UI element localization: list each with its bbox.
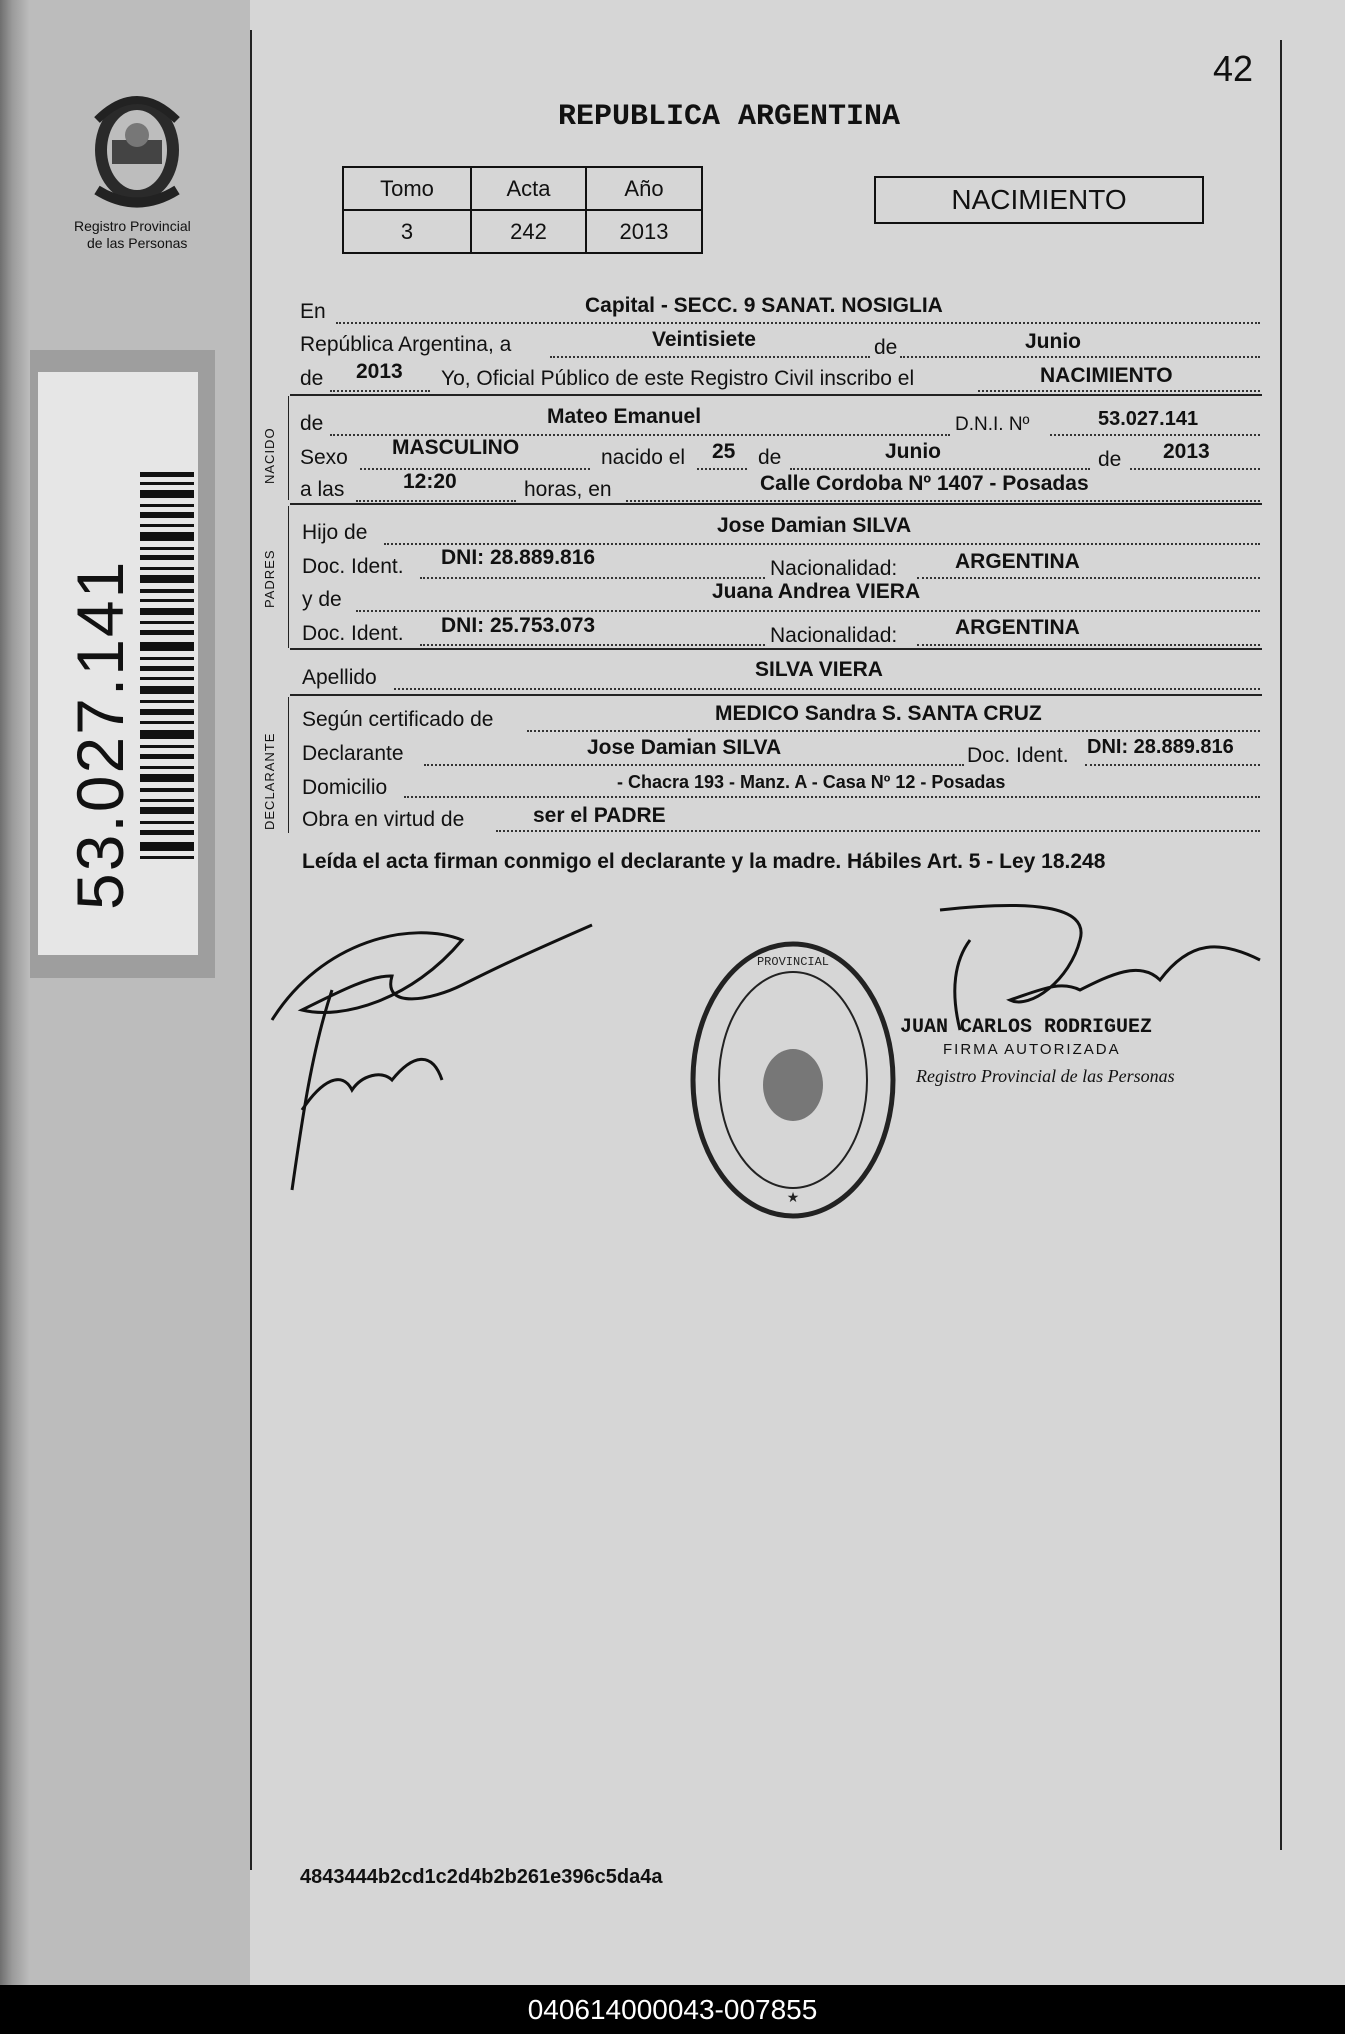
value-dni: 53.027.141	[1098, 408, 1199, 430]
registry-name-line2: de las Personas	[87, 235, 188, 251]
section-label-declarante: DECLARANTE	[262, 732, 277, 830]
label-republica: República Argentina, a	[300, 333, 512, 356]
registry-seal-stamp	[688, 940, 898, 1220]
label-obra: Obra en virtud de	[302, 808, 465, 831]
value-nombre: Mateo Emanuel	[547, 405, 702, 428]
dotted-line	[356, 610, 1260, 612]
value-padre-nac: ARGENTINA	[955, 550, 1080, 573]
document-hash: 4843444b2cd1c2d4b2b261e396c5da4a	[300, 1866, 663, 1888]
dotted-line	[917, 644, 1260, 646]
value-dia-letras: Veintisiete	[652, 328, 756, 351]
label-hijo-de: Hijo de	[302, 521, 368, 544]
label-doc-ident-padre: Doc. Ident.	[302, 555, 404, 578]
label-declarante: Declarante	[302, 742, 404, 765]
label-a-las: a las	[300, 478, 345, 501]
section-divider	[290, 503, 1262, 505]
value-tomo: 3	[343, 210, 471, 253]
section-bracket	[288, 396, 289, 500]
dotted-line	[978, 390, 1260, 392]
value-madre: Juana Andrea VIERA	[712, 580, 921, 603]
document-type-box: NACIMIENTO	[874, 176, 1204, 224]
value-declarante: Jose Damian SILVA	[587, 736, 782, 759]
label-dni: D.N.I. Nº	[955, 414, 1030, 435]
value-anio: 2013	[356, 360, 403, 383]
value-dia: 25	[712, 440, 736, 463]
header-tomo: Tomo	[343, 167, 471, 210]
dotted-line	[790, 468, 1090, 470]
dotted-line	[900, 356, 1260, 358]
label-de-mes: de	[758, 446, 782, 469]
label-en: En	[300, 300, 326, 323]
dotted-line	[404, 796, 1260, 798]
svg-text:PROVINCIAL: PROVINCIAL	[756, 955, 830, 969]
page-right-border	[1280, 40, 1282, 1850]
barcode-icon	[140, 472, 194, 860]
sticker-dni: 53.027.141	[63, 559, 137, 910]
document-title: REPUBLICA ARGENTINA	[558, 100, 901, 134]
official-name: JUAN CARLOS RODRIGUEZ	[900, 1016, 1153, 1039]
value-lugar-nac: Calle Cordoba Nº 1407 - Posadas	[760, 472, 1089, 495]
closing-statement: Leída el acta firman conmigo el declarante y la madre. Hábiles Art. 5 - Ley 18.248	[302, 850, 1106, 873]
value-apellido: SILVA VIERA	[755, 658, 883, 681]
section-label-padres: PADRES	[262, 549, 277, 608]
misiones-coat-of-arms-logo	[82, 80, 192, 215]
value-acta: 242	[471, 210, 586, 253]
value-padre-dni: DNI: 28.889.816	[441, 546, 596, 569]
dotted-line	[420, 644, 765, 646]
value-mes-nac: Junio	[885, 440, 941, 463]
book-binding	[0, 0, 30, 1985]
label-sexo: Sexo	[300, 446, 348, 469]
value-tipo: NACIMIENTO	[1040, 364, 1173, 387]
header-anio: Año	[586, 167, 702, 210]
dotted-line	[527, 730, 1260, 732]
section-divider	[290, 394, 1262, 396]
label-nacido-el: nacido el	[601, 446, 686, 469]
dotted-line	[336, 322, 1260, 324]
official-title: FIRMA AUTORIZADA	[943, 1041, 1121, 1058]
value-certificado: MEDICO Sandra S. SANTA CRUZ	[715, 702, 1042, 725]
label-de2: de	[300, 367, 324, 390]
value-anio-nac: 2013	[1163, 440, 1210, 463]
dotted-line	[626, 500, 1260, 502]
dotted-line	[697, 468, 747, 470]
acta-reference-table	[342, 166, 703, 254]
dotted-line	[1050, 434, 1260, 436]
value-domicilio: - Chacra 193 - Manz. A - Casa Nº 12 - Posadas	[617, 772, 1006, 792]
label-de-nombre: de	[300, 412, 324, 435]
value-hora: 12:20	[403, 470, 457, 493]
label-segun: Según certificado de	[302, 708, 494, 731]
section-divider	[290, 648, 1262, 650]
label-doc-ident-madre: Doc. Ident.	[302, 622, 404, 645]
dotted-line	[424, 764, 964, 766]
label-oficial: Yo, Oficial Público de este Registro Civil inscribo el	[441, 367, 915, 390]
page-left-border	[250, 30, 252, 1870]
section-label-nacido: NACIDO	[262, 427, 277, 484]
label-horas-en: horas, en	[524, 478, 612, 501]
page-number: 42	[1213, 48, 1254, 89]
svg-text:★: ★	[786, 1189, 800, 1205]
value-madre-dni: DNI: 25.753.073	[441, 614, 596, 637]
official-office: Registro Provincial de las Personas	[916, 1066, 1175, 1086]
value-padre: Jose Damian SILVA	[717, 514, 912, 537]
value-mes: Junio	[1025, 330, 1081, 353]
value-madre-nac: ARGENTINA	[955, 616, 1080, 639]
value-anio: 2013	[586, 210, 702, 253]
registry-name-line1: Registro Provincial	[74, 218, 191, 234]
label-apellido: Apellido	[302, 666, 377, 689]
dotted-line	[550, 356, 870, 358]
label-nacionalidad-padre: Nacionalidad:	[770, 557, 898, 580]
value-sexo: MASCULINO	[392, 436, 520, 459]
label-doc-ident-declarante: Doc. Ident.	[967, 744, 1069, 767]
dotted-line	[330, 390, 430, 392]
declarant-signature	[262, 880, 602, 1240]
dotted-line	[360, 468, 590, 470]
dotted-line	[356, 500, 516, 502]
dotted-line	[420, 577, 765, 579]
dotted-line	[384, 543, 1260, 545]
barcode-sticker	[30, 350, 215, 978]
label-domicilio: Domicilio	[302, 776, 388, 799]
section-bracket	[288, 697, 289, 833]
value-declarante-dni: DNI: 28.889.816	[1087, 736, 1234, 758]
section-divider	[290, 694, 1262, 696]
dotted-line	[1130, 468, 1260, 470]
header-acta: Acta	[471, 167, 586, 210]
document-id-footer: 040614000043-007855	[0, 1985, 1345, 2034]
label-nacionalidad-madre: Nacionalidad:	[770, 624, 898, 647]
dotted-line	[917, 577, 1260, 579]
label-y-de: y de	[302, 588, 342, 611]
label-de-anio: de	[1098, 448, 1122, 471]
dotted-line	[1085, 764, 1260, 766]
value-lugar: Capital - SECC. 9 SANAT. NOSIGLIA	[585, 294, 943, 317]
sidebar	[30, 0, 250, 1985]
dotted-line	[394, 688, 1260, 690]
section-bracket	[288, 506, 289, 648]
label-de: de	[874, 336, 898, 359]
value-obra: ser el PADRE	[533, 804, 666, 827]
dotted-line	[496, 830, 1260, 832]
